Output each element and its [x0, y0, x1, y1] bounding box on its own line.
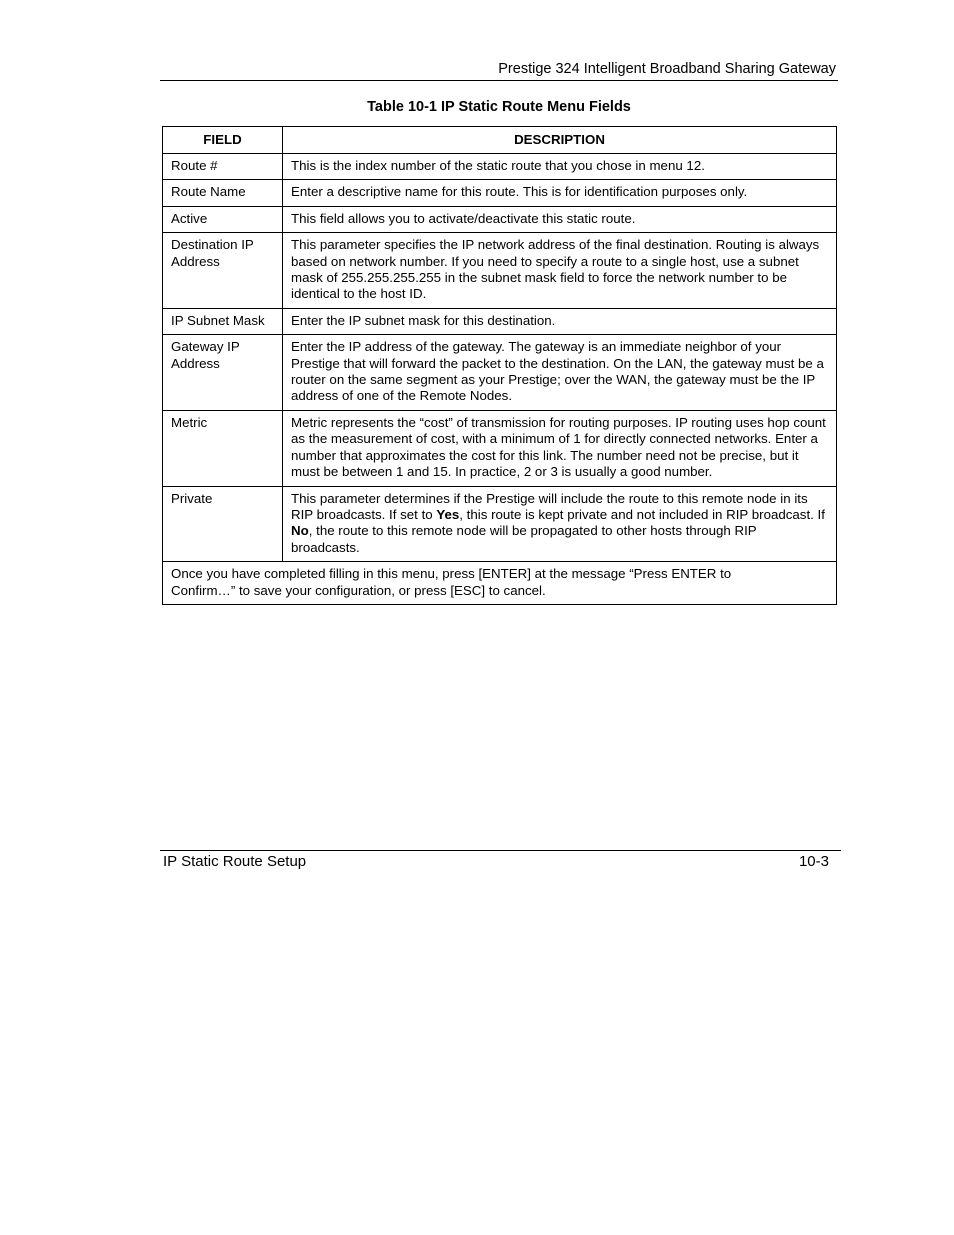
table-footer-row	[163, 562, 837, 605]
field-name: Route Name	[163, 180, 283, 206]
table-row	[163, 410, 837, 486]
field-name: Active	[163, 206, 283, 232]
column-header-field: FIELD	[163, 127, 283, 154]
table-row	[163, 233, 837, 309]
description-text: , the route to this remote node will be propagated to other hosts through RIP broadcasts.	[291, 523, 757, 555]
yes-keyword: Yes	[436, 506, 460, 522]
field-name: Route #	[163, 154, 283, 180]
field-name: Destination IP Address	[163, 233, 283, 309]
no-keyword: No	[291, 523, 309, 539]
field-description	[283, 486, 837, 562]
field-description: Enter a descriptive name for this route. This is for identification purposes only.	[283, 180, 837, 206]
description-text: This parameter determines if the Prestige will include the route to this remote node in its RIP broadcasts. If set to	[291, 490, 808, 522]
field-description: This parameter specifies the IP network address of the final destination. Routing is always based on network number. If you need to specify a route to a single host, use a subnet mask of 255.255.255.255 in the subnet mask field to force the network number to be identical to the host ID.	[283, 233, 837, 309]
column-header-description: DESCRIPTION	[283, 127, 837, 154]
field-name: Gateway IP Address	[163, 335, 283, 411]
table-row	[163, 486, 837, 562]
field-name: Private	[163, 486, 283, 562]
table-row	[163, 154, 837, 180]
header-rule	[160, 80, 838, 81]
field-description: This field allows you to activate/deactivate this static route.	[283, 206, 837, 232]
page-number: 10-3	[798, 853, 829, 870]
field-description: Metric represents the “cost” of transmission for routing purposes. IP routing uses hop count as the measurement of cost, with a minimum of 1 for directly connected networks. Enter a number that approximates the cost for this link. The number need not be precise, but it must be between 1 and 15. In practice, 2 or 3 is usually a good number.	[283, 410, 837, 486]
running-header: Prestige 324 Intelligent Broadband Sharing Gateway	[498, 61, 836, 77]
field-description: Enter the IP subnet mask for this destination.	[283, 308, 837, 334]
ip-static-route-fields-table	[162, 126, 837, 605]
table-row	[163, 180, 837, 206]
field-description: This is the index number of the static route that you chose in menu 12.	[283, 154, 837, 180]
description-text: , this route is kept private and not included in RIP broadcast. If	[459, 506, 825, 522]
footer-rule	[160, 850, 841, 851]
table-caption: Table 10-1 IP Static Route Menu Fields	[367, 99, 631, 115]
table-row	[163, 206, 837, 232]
table-footer-note: Once you have completed filling in this menu, press [ENTER] at the message “Press ENTER to Confirm…” to save your configuration, or press [ESC] to cancel.	[163, 562, 837, 605]
table-row	[163, 308, 837, 334]
table-row	[163, 335, 837, 411]
field-description: Enter the IP address of the gateway. The gateway is an immediate neighbor of your Prestige that will forward the packet to the destination. On the LAN, the gateway must be a router on the same segment as your Prestige; over the WAN, the gateway must be the IP address of one of the Remote Nodes.	[283, 335, 837, 411]
field-name: Metric	[163, 410, 283, 486]
field-name: IP Subnet Mask	[163, 308, 283, 334]
table-header-row	[163, 127, 837, 154]
footer-section-title: IP Static Route Setup	[163, 853, 307, 870]
